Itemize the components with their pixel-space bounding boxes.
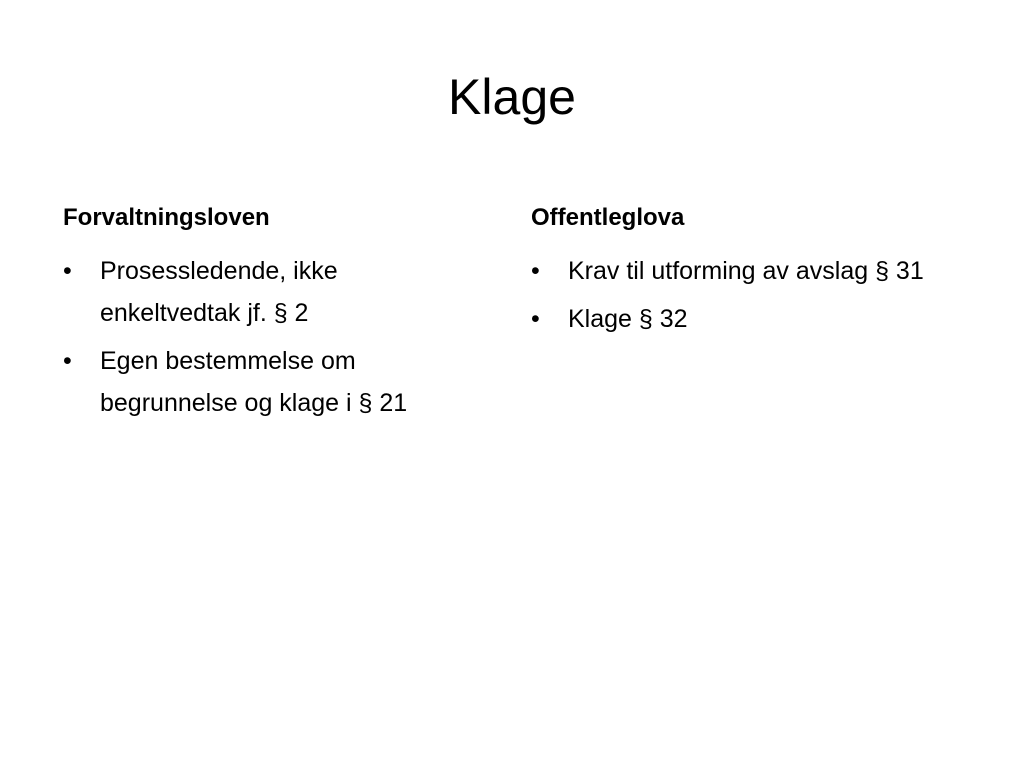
bullet-item <box>63 340 483 424</box>
right-bullet-list <box>531 250 951 340</box>
bullet-icon: • <box>63 257 72 285</box>
right-column <box>531 198 951 346</box>
bullet-icon: • <box>531 257 540 285</box>
bullet-text: Krav til utforming av avslag § 31 <box>568 257 924 285</box>
left-bullet-list <box>63 250 483 424</box>
slide-title: Klage <box>448 69 576 125</box>
bullet-text: Egen bestemmelse om begrunnelse og klage i § 21 <box>100 347 408 417</box>
bullet-item <box>531 298 951 340</box>
left-column-heading: Forvaltningsloven <box>63 204 270 231</box>
right-column-heading: Offentleglova <box>531 204 685 231</box>
bullet-icon: • <box>63 347 72 375</box>
bullet-text: Klage § 32 <box>568 305 688 333</box>
bullet-item <box>531 250 951 292</box>
bullet-icon: • <box>531 305 540 333</box>
left-column <box>63 198 483 430</box>
bullet-text: Prosessledende, ikke enkeltvedtak jf. § 2 <box>100 257 338 327</box>
bullet-item <box>63 250 483 334</box>
